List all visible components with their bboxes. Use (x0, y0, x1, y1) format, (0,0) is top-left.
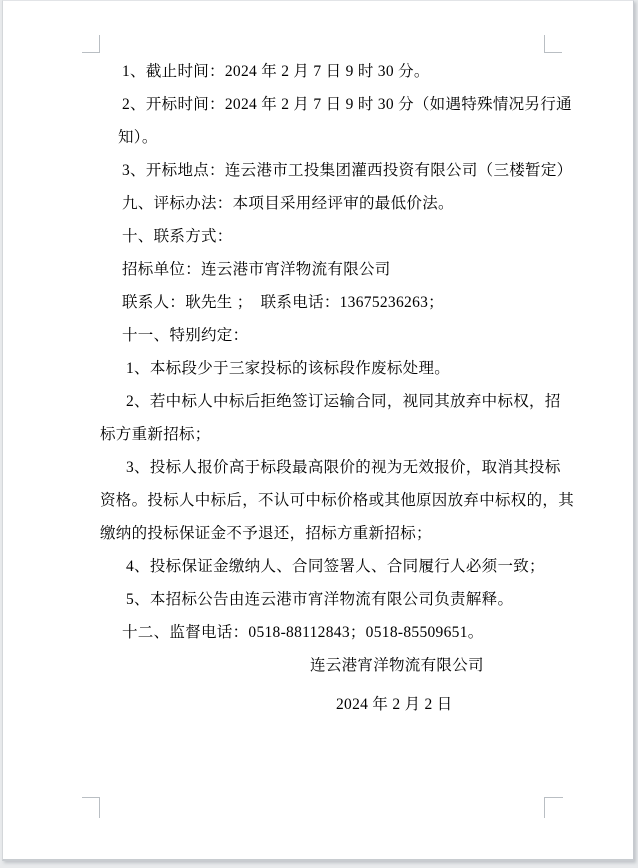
text-line: 缴纳的投标保证金不予退还，招标方重新招标； (100, 525, 432, 542)
text-line: 知）。 (118, 129, 158, 146)
text-line: 2、开标时间：2024 年 2 月 7 日 9 时 30 分（如遇特殊情况另行通 (122, 96, 572, 113)
text-line: 4、投标保证金缴纳人、合同签署人、合同履行人必须一致； (126, 558, 545, 575)
text-line: 九、评标办法：本项目采用经评审的最低价法。 (122, 195, 454, 212)
text-boundary-mark-top-left (82, 35, 100, 53)
text-line: 2024 年 2 月 2 日 (336, 696, 453, 713)
text-line: 联系人：耿先生 ； 联系电话：13675236263； (122, 294, 444, 311)
text-line: 5、本招标公告由连云港市宵洋物流有限公司负责解释。 (126, 591, 514, 608)
text-line: 3、投标人报价高于标段最高限价的视为无效报价，取消其投标 (126, 459, 561, 476)
text-line: 资格。投标人中标后，不认可中标价格或其他原因放弃中标权的，其 (100, 492, 575, 509)
text-line: 十二、监督电话：0518-88112843；0518-85509651。 (122, 624, 484, 641)
text-line: 十、联系方式： (122, 228, 233, 245)
document-page[interactable] (2, 0, 634, 861)
text-line: 十一、特别约定： (122, 327, 249, 344)
text-line: 标方重新招标； (100, 426, 211, 443)
text-boundary-mark-bottom-right (544, 797, 563, 818)
text-line: 1、本标段少于三家投标的该标段作废标处理。 (126, 360, 451, 377)
text-line: 2、若中标人中标后拒绝签订运输合同，视同其放弃中标权，招 (126, 393, 561, 410)
text-boundary-mark-top-right (544, 35, 562, 53)
text-boundary-mark-bottom-left (82, 797, 100, 818)
text-line: 1、截止时间：2024 年 2 月 7 日 9 时 30 分。 (122, 63, 430, 80)
document-body-text (3, 55, 638, 721)
text-line: 招标单位：连云港市宵洋物流有限公司 (122, 261, 391, 278)
text-line: 连云港宵洋物流有限公司 (310, 657, 484, 674)
text-line: 3、开标地点：连云港市工投集团灌西投资有限公司（三楼暂定） (122, 162, 573, 179)
